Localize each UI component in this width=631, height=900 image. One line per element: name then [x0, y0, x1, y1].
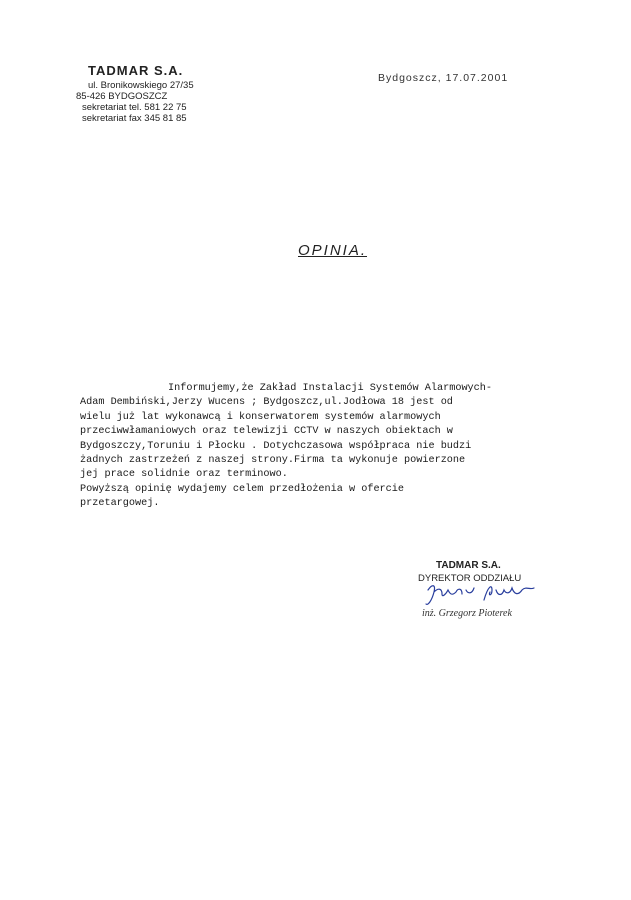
body-line: przeciwwłamaniowych oraz telewizji CCTV w naszych obiektach w	[80, 426, 453, 438]
body-line: Informujemy,że Zakład Instalacji Systemów Alarmowych-	[168, 383, 493, 394]
signature-name: inż. Grzegorz Pioterek	[422, 608, 512, 619]
handwritten-signature	[422, 580, 542, 610]
paragraph-2	[80, 483, 525, 512]
letterhead-fax: sekretariat fax 345 81 85	[82, 113, 187, 124]
body-line: Adam Dembiński,Jerzy Wucens ; Bydgoszcz,ul.Jodłowa 18 jest od	[80, 397, 453, 409]
signature-block	[400, 560, 550, 630]
paragraph-1-cont	[80, 396, 525, 482]
letterhead-street: ul. Bronikowskiego 27/35	[88, 80, 194, 91]
paragraph-1	[80, 382, 525, 396]
letterhead-company: TADMAR S.A.	[88, 63, 184, 78]
signature-company: TADMAR S.A.	[436, 560, 501, 571]
body-line: wielu już lat wykonawcą i konserwatorem systemów alarmowych	[80, 411, 441, 423]
document-title: OPINIA.	[298, 242, 368, 259]
body-line: Bydgoszczy,Toruniu i Płocku . Dotychczasowa współpraca nie budzi	[80, 440, 472, 452]
letter-body	[80, 382, 525, 512]
letterhead-postal-city: 85-426 BYDGOSZCZ	[76, 91, 168, 102]
body-line: żadnych zastrzeżeń z naszej strony.Firma ta wykonuje powierzone	[80, 455, 466, 467]
signature-role: DYREKTOR ODDZIAŁU	[418, 573, 522, 584]
letterhead-phone: sekretariat tel. 581 22 75	[82, 102, 187, 113]
body-line: Powyższą opinię wydajemy celem przedłożenia w ofercie	[80, 483, 405, 495]
place-date: Bydgoszcz, 17.07.2001	[378, 72, 509, 84]
body-line: jej prace solidnie oraz terminowo.	[80, 469, 288, 481]
body-line: przetargowej.	[80, 498, 160, 510]
